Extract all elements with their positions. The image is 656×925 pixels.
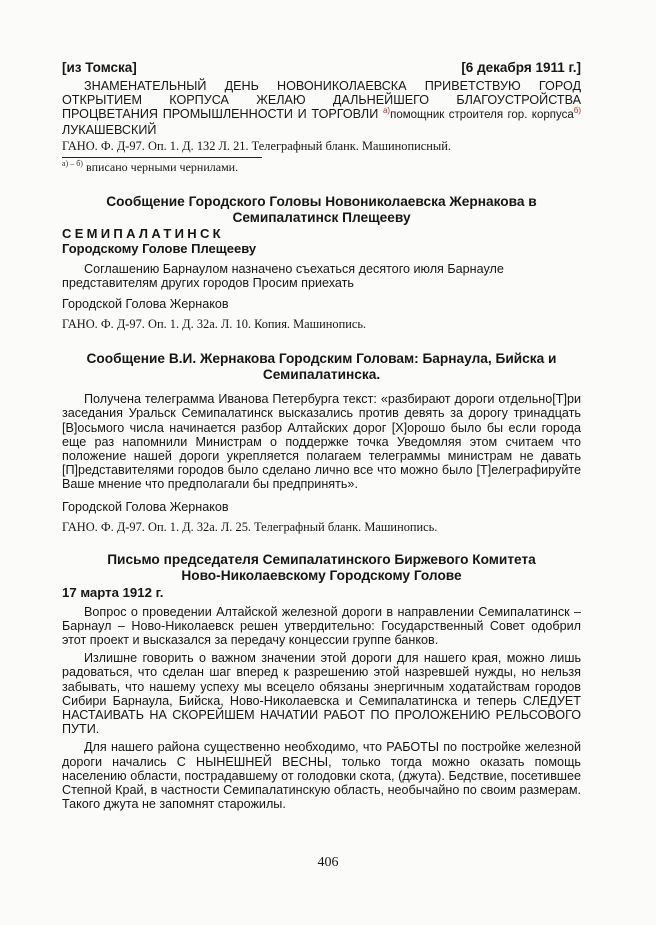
doc2-title: Сообщение Городского Головы Новониколаевска Жернакова в Семипалатинск Плещееву bbox=[106, 193, 537, 225]
doc2-text: Соглашению Барнаулом назначено съехаться десятого июля Барнауле представителям других городов Просим приехать bbox=[62, 261, 504, 291]
footnote-ref-a: а) bbox=[382, 106, 391, 116]
doc1-archive: ГАНО. Ф. Д-97. Оп. 1. Д. 132 Л. 21. Телеграфный бланк. Машинописный. bbox=[62, 138, 451, 153]
doc4-date: 17 марта 1912 г. bbox=[62, 584, 164, 600]
document-page bbox=[62, 60, 581, 811]
doc4-paragraph-2: Излишне говорить о важном значении этой дороги для нашего края, можно лишь радоваться, что сделан шаг вперед к разрешению этой назревшей нужды, но нельзя забывать, что нашему успеху мы всецело обязаны энергичным ходатайствам городов Сибири Барнаула, Бийска, Ново-Николаевска и Семипалатинска и теперь СЛЕДУЕТ НАСТАИВАТЬ НА СКОРЕЙШЕМ НАЧАТИИ РАБОТ ПО ПРОЛОЖЕНИЮ РЕЛЬСОВОГО ПУТИ. bbox=[62, 651, 581, 737]
doc1-date: [6 декабря 1911 г.] bbox=[461, 60, 581, 75]
doc2-dest-person: Городскому Голове Плещееву bbox=[62, 240, 257, 256]
doc4-paragraph-1: Вопрос о проведении Алтайской железной дороги в направлении Семипалатинск – Барнаул – Ново-Николаевск решен утвердительно: Государственный Совет одобрил этот проект и высказался за передачу концессии группе банков. bbox=[62, 604, 581, 648]
footnote-mark: а) – б) bbox=[62, 158, 83, 168]
doc1-text bbox=[62, 79, 581, 137]
doc1-signer: ЛУКАШЕВСКИЙ bbox=[62, 122, 157, 137]
doc1-text-main: ЗНАМЕНАТЕЛЬНЫЙ ДЕНЬ НОВОНИКОЛАЕВСКА ПРИВЕТСТВУЮ ГОРОД ОТКРЫТИЕМ КОРПУСА ЖЕЛАЮ ДАЛЬНЕЙШЕГО БЛАГОУСТРОЙСТВА ПРОЦВЕТАНИЯ ПРОМЫШЛЕННОСТИ И ТОРГОВЛИ bbox=[62, 79, 581, 122]
doc3-title: Сообщение В.И. Жернакова Городским Головам: Барнаула, Бийска и Семипалатинска. bbox=[86, 351, 557, 383]
doc1-footnote bbox=[62, 158, 581, 174]
doc4-paragraph-3: Для нашего района существенно необходимо, что РАБОТЫ по постройке железной дороги начались С НЫНЕШНЕЙ ВЕСНЫ, только тогда можно оказать помощь населению области, пострадавшему от голодовки скота, (джута). Бедствие, посетившее Степной Край, в частности Семипалатинскую область, необычайно по своим размерам. Такого джута не запомнят старожилы. bbox=[62, 740, 581, 812]
page-number: 406 bbox=[317, 855, 339, 870]
doc1-origin: [из Томска] bbox=[62, 60, 137, 75]
doc1-inserted: помощник строителя гор. корпуса bbox=[390, 109, 574, 122]
doc2-archive: ГАНО. Ф. Д-97. Оп. 1. Д. 32а. Л. 10. Копия. Машинопись. bbox=[62, 317, 367, 332]
doc2-signature: Городской Голова Жернаков bbox=[62, 297, 229, 312]
doc3-text: Получена телеграмма Иванова Петербурга текст: «разбирают дороги отдельно[Т]ри заседания Уральск Семипалатинск высказались против девять за дорогу тринадцать [В]осьмого числа начинается разбор Алтайских дорог [Х]орошо было бы если города еще раз напомнили Министрам о поддержке точка Уведомляя этом считаем что положение нашей дороги укрепляется полагаем телеграммы министрам не давать [П]редставителями городов было сделано лично все что можно было [Т]елеграфируйте Ваше мнение что предполагали бы предпринять». bbox=[62, 392, 581, 492]
doc4-title: Письмо председателя Семипалатинского Биржевого Комитета Ново-Николаевскому Городскому Голове bbox=[107, 551, 536, 583]
footnote-text: вписано черными чернилами. bbox=[82, 159, 239, 174]
doc2-dest-city: СЕМИПАЛАТИНСК bbox=[62, 225, 224, 241]
doc3-archive: ГАНО. Ф. Д-97. Оп. 1. Д. 32а. Л. 25. Телеграфный бланк. Машинопись. bbox=[62, 519, 438, 534]
doc3-signature: Городской Голова Жернаков bbox=[62, 499, 229, 514]
footnote-ref-b: б) bbox=[573, 106, 581, 116]
doc1-header bbox=[62, 60, 581, 75]
footnote-divider bbox=[62, 157, 262, 158]
